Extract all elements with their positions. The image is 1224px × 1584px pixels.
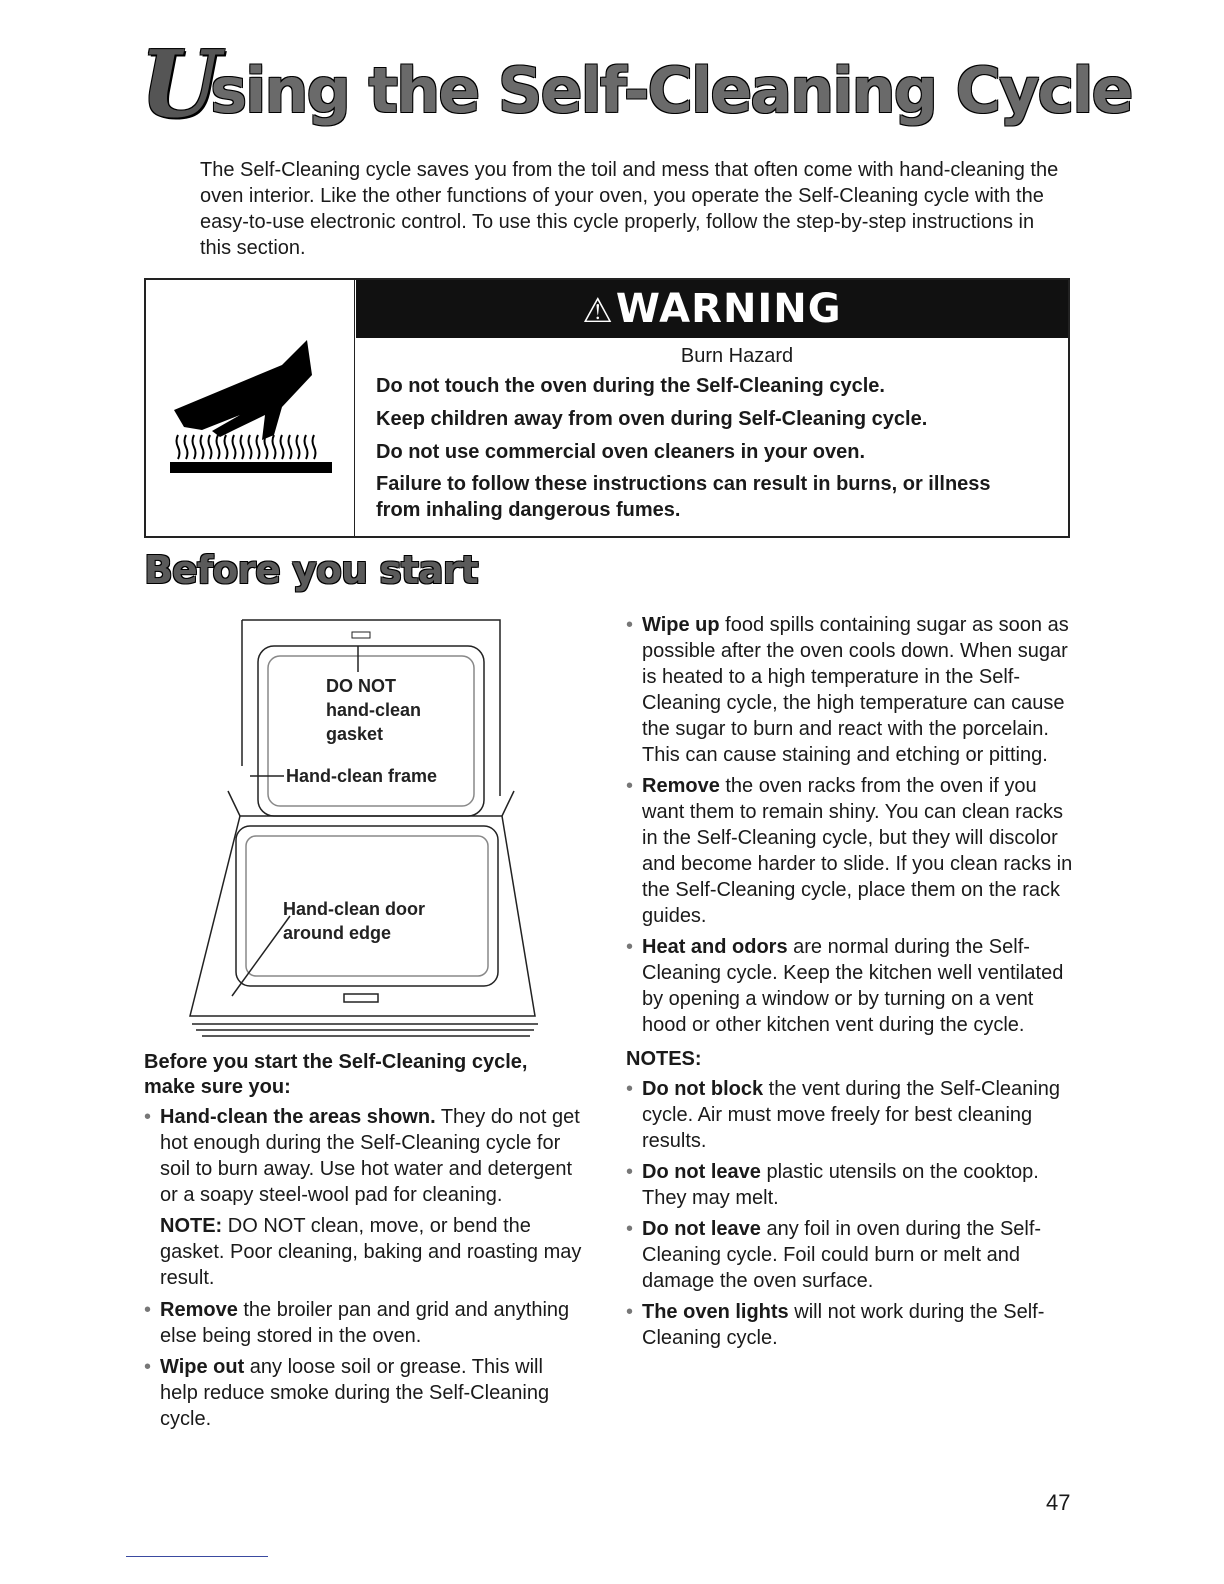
hot-surface-hand-icon (162, 335, 342, 485)
note-item (626, 1076, 1076, 1154)
label-around-edge: around edge (283, 923, 392, 943)
warning-icon-cell (146, 280, 355, 536)
list-item (626, 934, 1076, 1038)
label-hand-clean: hand-clean (326, 700, 422, 720)
hazard-title: Burn Hazard (680, 345, 794, 367)
warning-body (376, 342, 1038, 523)
note-item (626, 1299, 1076, 1351)
item-bold: Do not block (642, 1078, 764, 1100)
item-text: plastic utensils on the cooktop. They may melt. (642, 1161, 1039, 1209)
item-text: are normal during the Self-Cleaning cycle. Keep the kitchen well ventilated by opening a window or by turning on a vent hood or other kitchen vent during the cycle. (642, 936, 1064, 1036)
notes-list (626, 1076, 1076, 1351)
item-text: food spills containing sugar as soon as possible after the oven cools down. When sugar is heated to a high temperature in the Self-Cleaning cycle, the high temperature can cause the sugar to burn and react with the porcelain. This can cause staining and etching or pitting. (642, 614, 1069, 766)
list-item (144, 1104, 584, 1208)
left-bullet-list-cont (144, 1297, 584, 1432)
item-text: the broiler pan and grid and anything else being stored in the oven. (160, 1299, 570, 1347)
item-bold: Do not leave (642, 1161, 761, 1183)
label-hand-clean-frame: Hand-clean frame (286, 766, 438, 786)
item-text: any foil in oven during the Self-Cleaning cycle. Foil could burn or melt and damage the oven surface. (642, 1218, 1042, 1292)
item-text: will not work during the Self-Cleaning cycle. (642, 1301, 1045, 1349)
label-hand-clean-door: Hand-clean door (283, 899, 426, 919)
list-item (144, 1297, 584, 1349)
gasket-note (160, 1213, 584, 1291)
title-drop-cap: U (140, 30, 221, 138)
item-bold: Remove (160, 1299, 238, 1321)
list-item (626, 612, 1076, 768)
item-text: the vent during the Self-Cleaning cycle. Air must move freely for best cleaning results. (642, 1078, 1060, 1152)
notes-heading: NOTES: (626, 1048, 702, 1070)
item-bold: Wipe out (160, 1356, 245, 1378)
page-number: 47 (1046, 1490, 1071, 1515)
warning-header (356, 280, 1068, 338)
note-item (626, 1216, 1076, 1294)
item-bold: Wipe up (642, 614, 720, 636)
item-bold: Hand-clean the areas shown. (160, 1106, 436, 1128)
footer-rule (126, 1556, 268, 1557)
warning-line: Keep children away from oven during Self-Cleaning cycle. (376, 408, 928, 430)
right-bullet-list (626, 612, 1076, 1038)
note-text: DO NOT clean, move, or bend the gasket. Poor cleaning, baking and roasting may result. (160, 1215, 582, 1289)
oven-door-diagram (180, 616, 550, 1046)
note-label: NOTE: (160, 1215, 223, 1237)
intro-paragraph: The Self-Cleaning cycle saves you from the toil and mess that often come with hand-cleaning the oven interior. Like the other functions of your oven, you operate the Self-Cleaning cycle with the easy-to-use electronic control. To use this cycle properly, follow the step-by-step instructions in this section. (200, 159, 1059, 259)
alert-triangle-icon: ⚠ (582, 291, 614, 331)
item-bold: Remove (642, 775, 720, 797)
page-title (140, 30, 1132, 140)
warning-line: Failure to follow these instructions can result in burns, or illness from inhaling dangerous fumes. (376, 473, 991, 521)
item-bold: Heat and odors (642, 936, 788, 958)
item-bold: Do not leave (642, 1218, 761, 1240)
label-do-not: DO NOT (326, 676, 396, 696)
item-text: the oven racks from the oven if you want them to remain shiny. You can clean racks in the Self-Cleaning cycle, but they will discolor and become harder to slide. If you clean racks in the Self-Cleaning cycle, place them on the rack guides. (642, 775, 1073, 927)
note-item (626, 1159, 1076, 1211)
item-text: They do not get hot enough during the Self-Cleaning cycle for soil to burn away. Use hot water and detergent or a soapy steel-wool pad for cleaning. (160, 1106, 580, 1206)
warning-line: Do not use commercial oven cleaners in your oven. (376, 441, 866, 463)
list-item (626, 773, 1076, 929)
label-gasket: gasket (326, 724, 384, 744)
warning-line: Do not touch the oven during the Self-Cleaning cycle. (376, 375, 885, 397)
item-text: any loose soil or grease. This will help reduce smoke during the Self-Cleaning cycle. (160, 1356, 550, 1430)
section-heading: Before you start (144, 548, 478, 592)
list-item (144, 1354, 584, 1432)
warning-header-text: WARNING (615, 286, 842, 332)
warning-box (144, 278, 1070, 538)
left-bullet-list (144, 1104, 584, 1208)
left-column (144, 1050, 584, 1437)
lead-sentence: Before you start the Self-Cleaning cycle, make sure you: (144, 1051, 528, 1098)
item-bold: The oven lights (642, 1301, 789, 1323)
title-text: sing the Self-Cleaning Cycle (210, 54, 1132, 127)
right-column (626, 612, 1076, 1356)
